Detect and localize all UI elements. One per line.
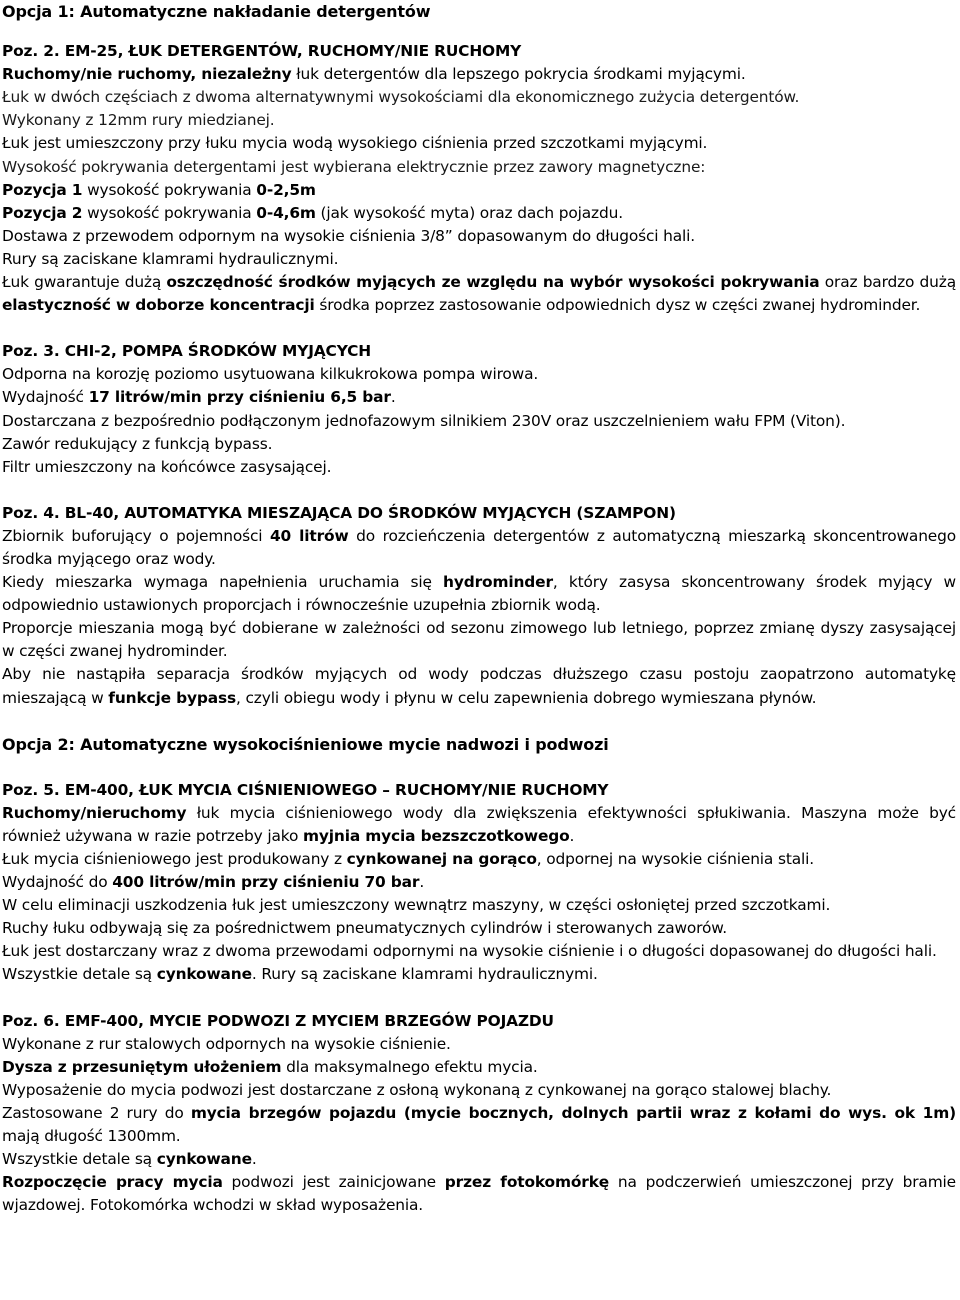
poz6-line2: Dysza z przesuniętym ułożeniem dla maksymalnego efektu mycia. (2, 1057, 538, 1076)
poz3-line4: Zawór redukujący z funkcją bypass. (2, 434, 273, 453)
poz3-line3: Dostarczana z bezpośrednio podłączonym jednofazowym silnikiem 230V oraz uszczelnieniem wału FPM (Viton). (2, 411, 846, 430)
poz5-line5: Ruchy łuku odbywają się za pośrednictwem pneumatycznych cylindrów i sterowanych zaworów. (2, 919, 728, 938)
poz5-heading: Poz. 5. EM-400, ŁUK MYCIA CIŚNIENIOWEGO – RUCHOMY/NIE RUCHOMY (2, 780, 609, 799)
poz2-line10: Łuk gwarantuje dużą oszczędność środków myjących ze względu na wybór wysokości pokrywania oraz bardzo dużą elastyczność w doborze koncentracji środka poprzez zastosowanie odpowiednich dysz w części zwanej hydrominder. (2, 273, 956, 315)
poz5-line1: Ruchomy/nieruchomy łuk mycia ciśnieniowego wody dla zwiększenia efektywności spłukiwania. Maszyna może być również używana w razie potrzeby jako myjnia mycia bezszczotkowego. (2, 803, 956, 845)
poz2-heading: Poz. 2. EM-25, ŁUK DETERGENTÓW, RUCHOMY/NIE RUCHOMY (2, 42, 522, 61)
poz4-line4: Aby nie nastąpiła separacja środków myjących od wody podczas dłuższego czasu postoju zaopatrzono automatykę mieszającą w funkcje bypass, czyli obiegu wody i płynu w celu zapewnienia dobrego wymieszana płynów. (2, 665, 956, 707)
poz2-line6: Pozycja 1 wysokość pokrywania 0-2,5m (2, 180, 316, 199)
section-poz2 (2, 40, 956, 317)
poz2-line4: Łuk jest umieszczony przy łuku mycia wodą wysokiego ciśnienia przed szczotkami myjącymi. (2, 134, 708, 153)
section-poz3 (2, 340, 956, 479)
poz6-line6: Rozpoczęcie pracy mycia podwozi jest zainicjowane przez fotokomórkę na podczerwień umieszczonej przy bramie wjazdowej. Fotokomórka wchodzi w skład wyposażenia. (2, 1173, 956, 1215)
section-poz4 (2, 502, 956, 710)
poz3-heading: Poz. 3. CHI-2, POMPA ŚRODKÓW MYJĄCYCH (2, 342, 372, 361)
poz3-line1: Odporna na korozję poziomo usytuowana kilkukrokowa pompa wirowa. (2, 365, 539, 384)
poz6-line5: Wszystkie detale są cynkowane. (2, 1150, 257, 1169)
poz6-line1: Wykonane z rur stalowych odpornych na wysokie ciśnienie. (2, 1034, 451, 1053)
poz4-heading: Poz. 4. BL-40, AUTOMATYKA MIESZAJĄCA DO ŚRODKÓW MYJĄCYCH (SZAMPON) (2, 503, 676, 522)
poz2-line2: Łuk w dwóch częściach z dwoma alternatywnymi wysokościami dla ekonomicznego zużycia detergentów. (2, 88, 800, 107)
poz5-line7: Wszystkie detale są cynkowane. Rury są zaciskane klamrami hydraulicznymi. (2, 965, 598, 984)
poz2-line7: Pozycja 2 wysokość pokrywania 0-4,6m (jak wysokość myta) oraz dach pojazdu. (2, 203, 623, 222)
poz2-line9: Rury są zaciskane klamrami hydraulicznymi. (2, 249, 339, 268)
poz4-line2: Kiedy mieszarka wymaga napełnienia uruchamia się hydrominder, który zasysa skoncentrowany środek myjący w odpowiednio ustawionych proporcjach i równocześnie uzupełnia zbiornik wodą. (2, 573, 956, 615)
poz5-line3: Wydajność do 400 litrów/min przy ciśnieniu 70 bar. (2, 873, 425, 892)
poz6-heading: Poz. 6. EMF-400, MYCIE PODWOZI Z MYCIEM BRZEGÓW POJAZDU (2, 1011, 554, 1030)
poz2-line3: Wykonany z 12mm rury miedzianej. (2, 111, 275, 130)
poz5-line2: Łuk mycia ciśnieniowego jest produkowany z cynkowanej na gorąco, odpornej na wysokie ciśnienia stali. (2, 850, 814, 868)
poz6-line4: Zastosowane 2 rury do mycia brzegów pojazdu (mycie bocznych, dolnych partii wraz z kołami do wys. ok 1m) mają długość 1300mm. (2, 1103, 956, 1146)
poz4-line1: Zbiornik buforujący o pojemności 40 litrów do rozcieńczenia detergentów z automatyczną mieszarką skoncentrowanego środka myjącego oraz wody. (2, 526, 957, 568)
poz2-line5: Wysokość pokrywania detergentami jest wybierana elektrycznie przez zawory magnetyczne: (2, 157, 706, 176)
option2-title: Opcja 2: Automatyczne wysokociśnieniowe mycie nadwozi i podwozi (2, 734, 609, 754)
poz5-line4: W celu eliminacji uszkodzenia łuk jest umieszczony wewnątrz maszyny, w części osłoniętej przed szczotkami. (2, 896, 831, 915)
poz2-line1: Ruchomy/nie ruchomy, niezależny łuk detergentów dla lepszego pokrycia środkami myjącymi. (2, 65, 746, 84)
section-poz5 (2, 779, 956, 987)
option1-title: Opcja 1: Automatyczne nakładanie detergentów (2, 2, 431, 21)
poz4-line3: Proporcje mieszania mogą być dobierane w zależności od sezonu zimowego lub letniego, poprzez zmianę dyszy zasysającej w części zwanej hydrominder. (2, 619, 956, 661)
poz5-line6: Łuk jest dostarczany wraz z dwoma przewodami odpornymi na wysokie ciśnienie i o długości dopasowanej do długości hali. (2, 942, 937, 961)
poz6-line3: Wyposażenie do mycia podwozi jest dostarczane z osłoną wykonaną z cynkowanej na gorąco stalowej blachy. (2, 1080, 832, 1099)
poz3-line2: Wydajność 17 litrów/min przy ciśnieniu 6,5 bar. (2, 388, 396, 407)
poz3-line5: Filtr umieszczony na końcówce zasysającej. (2, 457, 332, 476)
poz2-line8: Dostawa z przewodem odpornym na wysokie ciśnienia 3/8” dopasowanym do długości hali. (2, 226, 696, 245)
section-poz6 (2, 1010, 956, 1218)
